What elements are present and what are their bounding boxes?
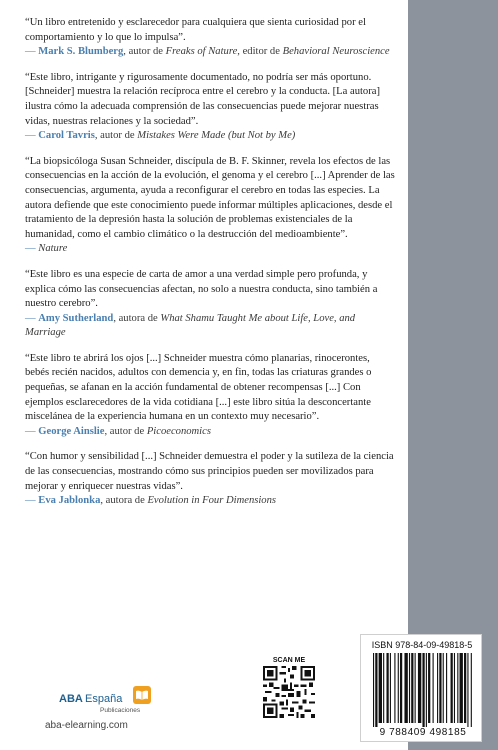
logo-aba-text: ABA [59,693,83,705]
quote-work: Evolution in Four Dimensions [147,495,277,507]
publisher-url[interactable]: aba-elearning.com [45,720,128,731]
quote-work-2: Behavioral Neuroscience [282,46,390,58]
quote-text: “Este libro es una especie de carta de amor a una verdad simple pero profunda, y explica cómo las consecuencias afectan, no solo a nuestra conducta, sino también a nuestro cerebro”. [25,268,378,310]
quote-attribution: — Nature [25,243,68,255]
barcode-bars [373,653,473,727]
quote-text: “La biopsicóloga Susan Schneider, discípula de B. F. Skinner, revela los efectos de las consecuencias en la acción de la evolución, el genoma y el cerebro [...] Aprender de las consecuencias, argumenta, ayuda a reconfigurar el cerebro en todas las especies. La autora defiende que este conocimiento puede informar múltiples aplicaciones, desde el tratamiento de la depresión hasta la solución de problemas existenciales de la humanidad, como el cambio climático o la destrucción del medioambiente”. [25,155,395,240]
quote-author: Mark S. Blumberg [38,46,124,58]
quote-text: “Un libro entretenido y esclarecedor para cualquiera que sienta curiosidad por el comportamiento y lo que lo impulsa”. [25,17,366,43]
quote-2 [25,71,395,144]
quote-author: Carol Tavris [38,130,95,142]
quote-work: Mistakes Were Made (but Not by Me) [137,130,296,142]
logo-subtitle: Publicaciones [100,707,141,714]
quote-author: Amy Sutherland [38,312,114,324]
quote-4 [25,268,395,341]
quote-attribution: — Eva Jablonka, autora de Evolution in Four Dimensions [25,495,277,507]
isbn-label: ISBN 978-84-09-49818-5 [371,640,473,650]
quote-attribution: — George Ainslie, autor de Picoeconomics [25,425,211,437]
quote-text: “Con humor y sensibilidad [...] Schneider demuestra el poder y la sutileza de la ciencia de las consecuencias, mostrando cómo sus principios pueden ser movilizados para mejorar y enriquecer nuestras vidas”. [25,451,394,492]
logo-espana-text: España [85,693,123,705]
book-icon [133,686,151,704]
barcode-number: 9 788409 498185 [379,727,467,738]
quote-attribution: — Amy Sutherland, autora de What Shamu Taught Me about Life, Love, and Marriage [25,312,356,339]
quote-text: “Este libro te abrirá los ojos [...] Schneider muestra cómo planarias, rinocerontes, bebés recién nacidos, adultos con demencia y, en fin, todas las criaturas grandes o pequeñas, se afanan en la acción fundamental de obtener recompensas [...] Con ejemplos esclarecedores de la vida cotidiana [...] este libro sitúa la desconcertante miscelánea de la experiencia humana en un contexto muy necesario”. [25,352,372,423]
scan-me-label: SCAN ME [272,657,306,664]
quote-attribution: — Carol Tavris, autor de Mistakes Were Made (but Not by Me) [25,130,296,142]
quote-work: Nature [38,243,68,255]
quote-attribution: — Mark S. Blumberg, autor de Freaks of Nature, editor de Behavioral Neuroscience [25,46,390,58]
quote-5 [25,352,395,440]
isbn-barcode [360,634,482,742]
quote-work: Freaks of Nature [165,46,238,58]
quote-text: “Este libro, intrigante y rigurosamente documentado, no podría ser más oportuno. [Schneider] muestra la relación recíproca entre el cerebro y la conducta. [La autora] ilustra cómo la adecuada comprensión de las consecuencias puede mejorar nuestras vidas, nuestras relaciones y la sociedad”. [25,71,380,127]
quote-work: Picoeconomics [146,425,211,437]
quote-1 [25,16,395,60]
publisher-logo[interactable] [45,686,165,736]
quote-work: What Shamu Taught Me about Life, Love, and Marriage [25,312,356,339]
quote-author: Eva Jablonka [38,495,101,507]
quote-6 [25,450,395,508]
back-cover-quotes [25,16,395,520]
quote-3 [25,155,395,257]
qr-code-block[interactable] [263,657,315,718]
qr-code-icon[interactable] [263,666,315,718]
quote-author: George Ainslie [38,425,105,437]
